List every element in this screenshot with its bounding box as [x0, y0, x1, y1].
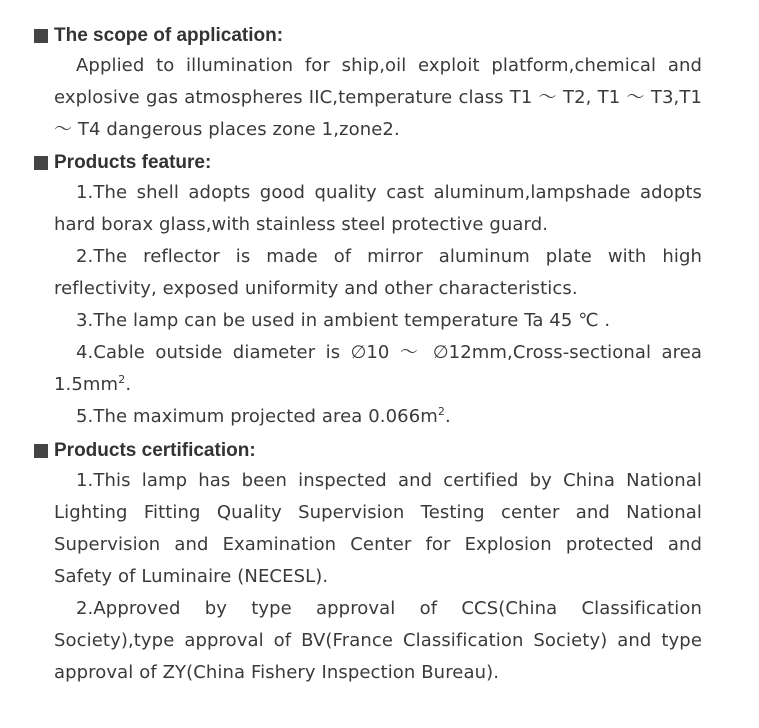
bullet-square-icon [34, 156, 48, 170]
superscript: 2 [118, 373, 126, 386]
bullet-square-icon [34, 29, 48, 43]
paragraph [54, 401, 702, 433]
period: . [125, 374, 132, 395]
paragraph [54, 337, 702, 401]
section-heading [34, 22, 714, 50]
paragraph: 3.The lamp can be used in ambient temperature Ta 45 ℃ . [76, 310, 611, 331]
heading-text: Products feature: [54, 152, 212, 173]
bullet-square-icon [34, 444, 48, 458]
paragraph-text: 4.Cable outside diameter is ∅10 ～ ∅12mm,Cross-sectional area 1.5mm [54, 342, 702, 395]
paragraph: 2.The reflector is made of mirror aluminum plate with high reflectivity, exposed uniformity and other characteristics. [54, 246, 702, 299]
paragraph: 2.Approved by type approval of CCS(China Classification Society),type approval of BV(France Classification Society) and type approval of ZY(China Fishery Inspection Bureau). [54, 598, 702, 683]
superscript: 2 [437, 405, 446, 418]
heading-text: The scope of application: [54, 25, 284, 46]
section-certification [34, 437, 714, 689]
paragraph: 1.This lamp has been inspected and certified by China National Lighting Fitting Quality Supervision Testing center and National Supervision and Examination Center for Explosion protected and Safety of Luminaire (NECESL). [54, 470, 702, 587]
paragraph-text: 5.The maximum projected area 0.066m [76, 406, 438, 427]
section-heading [34, 437, 714, 465]
section-scope [34, 22, 714, 146]
paragraph: 1.The shell adopts good quality cast aluminum,lampshade adopts hard borax glass,with stainless steel protective guard. [54, 182, 702, 235]
section-heading [34, 149, 714, 177]
heading-text: Products certification: [54, 440, 256, 461]
section-features [34, 149, 714, 433]
period: . [445, 406, 451, 427]
paragraph: Applied to illumination for ship,oil exploit platform,chemical and explosive gas atmospheres IIC,temperature class T1 ～ T2, T1 ～ T3,T1 ～ T4 dangerous places zone 1,zone2. [54, 55, 702, 140]
